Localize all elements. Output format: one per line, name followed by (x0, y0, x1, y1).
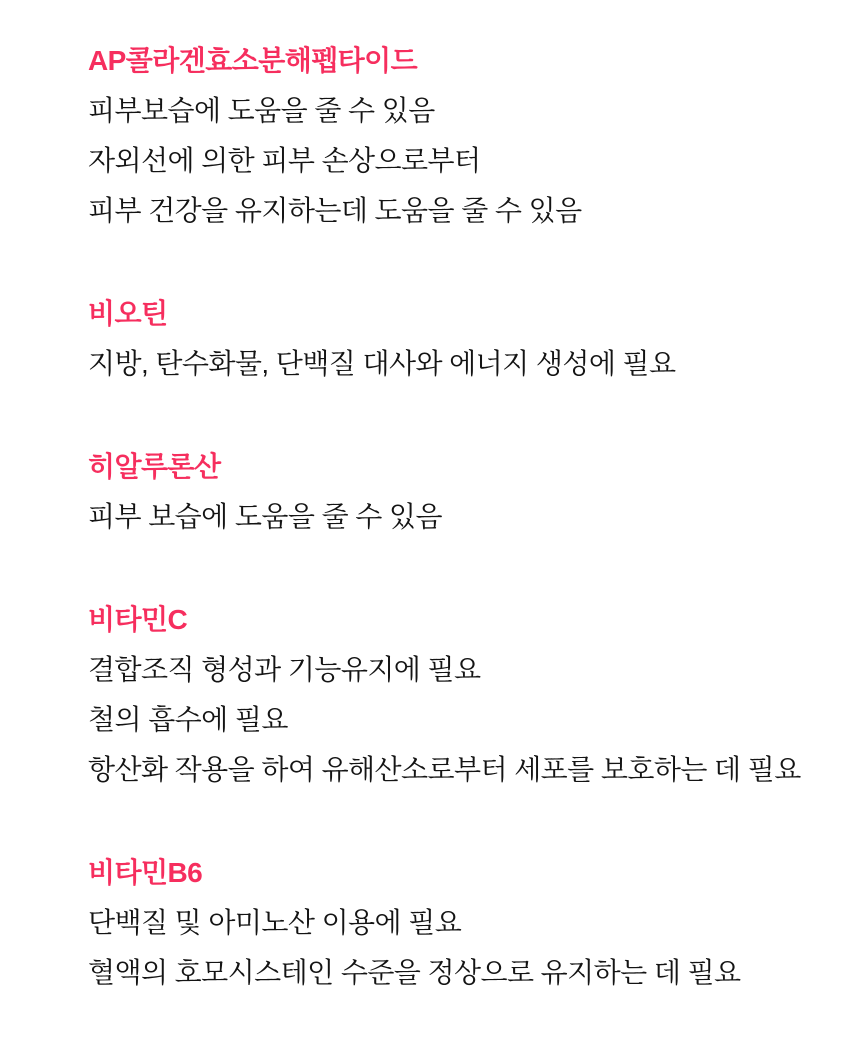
section-line: 자외선에 의한 피부 손상으로부터 (88, 145, 481, 176)
section-line: 혈액의 호모시스테인 수준을 정상으로 유지하는 데 필요 (88, 957, 741, 988)
section-line: 항산화 작용을 하여 유해산소로부터 세포를 보호하는 데 필요 (88, 754, 801, 785)
section-line: 철의 흡수에 필요 (88, 704, 288, 735)
section-vitamin-b6 (88, 848, 810, 998)
section-heading: 비오틴 (88, 298, 168, 329)
section-heading: 비타민B6 (88, 857, 203, 888)
section-line: 피부 보습에 도움을 줄 수 있음 (88, 501, 442, 532)
section-line: 결합조직 형성과 기능유지에 필요 (88, 654, 481, 685)
section-line: 피부 건강을 유지하는데 도움을 줄 수 있음 (88, 195, 582, 226)
section-vitamin-c (88, 595, 810, 795)
section-line: 지방, 탄수화물, 단백질 대사와 에너지 생성에 필요 (88, 348, 676, 379)
section-ap-collagen-peptide (88, 36, 810, 236)
section-biotin (88, 289, 810, 389)
section-line: 피부보습에 도움을 줄 수 있음 (88, 95, 435, 126)
section-heading: AP콜라겐효소분해펩타이드 (88, 45, 418, 76)
section-heading: 비타민C (88, 604, 188, 635)
section-hyaluronic-acid (88, 442, 810, 542)
section-heading: 히알루론산 (88, 451, 221, 482)
section-line: 단백질 및 아미노산 이용에 필요 (88, 907, 462, 938)
